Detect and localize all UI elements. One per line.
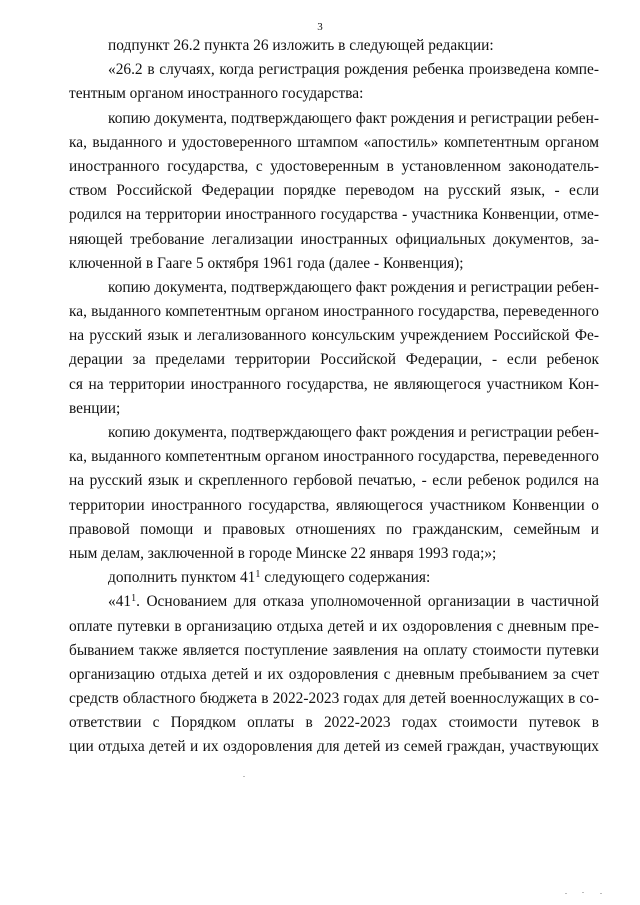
text-line: организацию отдыха детей и их оздоровления с дневным пребыванием за счет [69, 665, 599, 683]
text-line: родился на территории иностранного государства - участника Конвенции, отме- [69, 206, 599, 224]
text-line: быванием также является поступление заявления на оплату стоимости путевки [69, 641, 599, 659]
text-line: территории иностранного государства, являющегося участником Конвенции о [69, 496, 599, 514]
scan-speck [582, 892, 584, 893]
text-line: венции; [69, 399, 121, 417]
text-line: няющей требование легализации иностранных официальных документов, за- [69, 230, 599, 248]
scan-speck [565, 893, 567, 894]
text-line: дерации за пределами территории Российской Федерации, - если ребенок [69, 351, 599, 369]
text-line: ции отдыха детей и их оздоровления для детей из семей граждан, участвующих [69, 738, 599, 756]
superscript: 1 [255, 569, 261, 581]
text-line: иностранного государства, с удостоверенным в установленном законодатель- [69, 157, 599, 175]
text-line: правовой помощи и правовых отношениях по гражданским, семейным и [69, 520, 599, 538]
text-line: копию документа, подтверждающего факт рождения и регистрации ребен- [108, 278, 599, 296]
text-line: копию документа, подтверждающего факт рождения и регистрации ребен- [108, 424, 599, 441]
text-line: ся на территории иностранного государства, не являющегося участником Кон- [69, 375, 599, 393]
text-segment: дополнить пунктом 41 [108, 569, 256, 587]
page-number: 3 [317, 21, 323, 33]
text-line: оплате путевки в организацию отдыха детей и их оздоровления с дневным пре- [69, 617, 599, 635]
text-line: подпункт 26.2 пункта 26 изложить в следующей редакции: [108, 37, 494, 54]
text-segment: . Основанием для отказа уполномоченной организации в частичной [136, 593, 599, 611]
text-line: ответствии с Порядком оплаты в 2022-2023 годах стоимости путевок в [69, 714, 599, 732]
superscript: 1 [131, 593, 137, 605]
scan-speck [243, 776, 245, 777]
text-line: ством Российской Федерации порядке переводом на русский язык, - если [69, 182, 599, 200]
text-line [69, 566, 599, 590]
text-line: на русский язык и легализованного консульским учреждением Российской Фе- [69, 327, 599, 345]
text-line: ключенной в Гааге 5 октября 1961 года (далее - Конвенция); [69, 254, 464, 272]
text-line [69, 590, 599, 614]
text-line: ка, выданного компетентным органом иностранного государства, переведенного [69, 303, 599, 321]
text-line: ным делам, заключенной в городе Минске 22 января 1993 года;»; [69, 544, 497, 562]
text-segment: «41 [108, 593, 132, 611]
document-body [69, 34, 599, 760]
text-line: средств областного бюджета в 2022-2023 годах для детей военнослужащих в со- [69, 690, 599, 708]
text-line: ка, выданного и удостоверенного штампом «апостиль» компетентным органом [69, 133, 599, 151]
scan-speck [600, 893, 602, 894]
text-line: копию документа, подтверждающего факт рождения и регистрации ребен- [108, 109, 599, 127]
text-line: ка, выданного компетентным органом иностранного государства, переведенного [69, 448, 599, 466]
text-segment: следующего содержания: [260, 569, 431, 587]
text-line: «26.2 в случаях, когда регистрация рождения ребенка произведена компе- [108, 61, 599, 79]
text-line: тентным органом иностранного государства: [69, 85, 364, 103]
text-line: на русский язык и скрепленного гербовой печатью, - если ребенок родился на [69, 472, 599, 490]
